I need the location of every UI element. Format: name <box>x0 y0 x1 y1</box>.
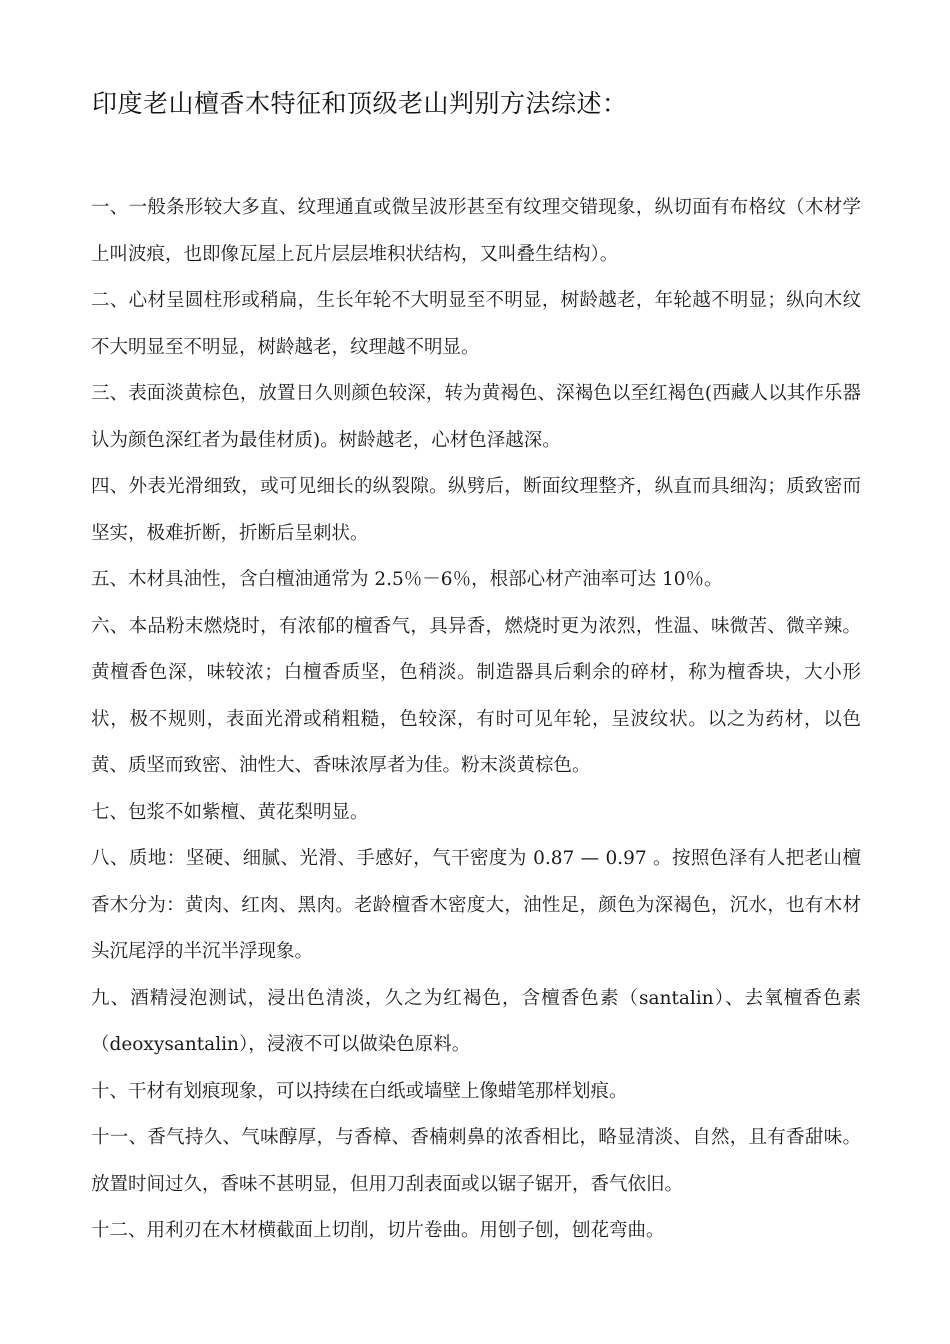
paragraph-8: 八、质地：坚硬、细腻、光滑、手感好，气干密度为 0.87 — 0.97 。按照色泽有人把老山檀香木分为：黄肉、红肉、黑肉。老龄檀香木密度大，油性足，颜色为深褐色，沉水，也有木材头沉尾浮的半沉半浮现象。 <box>91 848 861 962</box>
document-title: 印度老山檀香木特征和顶级老山判别方法综述： <box>92 89 628 118</box>
paragraph-10: 十、干材有划痕现象，可以持续在白纸或墙壁上像蜡笔那样划痕。 <box>91 1080 628 1102</box>
paragraph-2: 二、心材呈圆柱形或稍扁，生长年轮不大明显至不明显，树龄越老，年轮越不明显；纵向木纹不大明显至不明显，树龄越老，纹理越不明显。 <box>91 290 861 358</box>
paragraph-4: 四、外表光滑细致，或可见细长的纵裂隙。纵劈后，断面纹理整齐，纵直而具细沟；质致密而坚实，极难折断，折断后呈刺状。 <box>91 476 861 544</box>
paragraph-6: 六、本品粉末燃烧时，有浓郁的檀香气，具异香，燃烧时更为浓烈，性温、味微苦、微辛辣。黄檀香色深，味较浓；白檀香质坚，色稍淡。制造器具后剩余的碎材，称为檀香块，大小形状，极不规则，表面光滑或稍粗糙，色较深，有时可见年轮，呈波纹状。以之为药材，以色黄、质坚而致密、油性大、香味浓厚者为佳。粉末淡黄棕色。 <box>91 615 861 776</box>
paragraph-11: 十一、香气持久、气味醇厚，与香樟、香楠刺鼻的浓香相比，略显清淡、自然，且有香甜味。放置时间过久，香味不甚明显，但用刀刮表面或以锯子锯开，香气依旧。 <box>91 1127 861 1195</box>
paragraph-9: 九、酒精浸泡测试，浸出色清淡，久之为红褐色，含檀香色素（santalin）、去氧檀香色素（deoxysantalin），浸液不可以做染色原料。 <box>91 987 861 1055</box>
document-body <box>91 185 861 1255</box>
paragraph-3: 三、表面淡黄棕色，放置日久则颜色较深，转为黄褐色、深褐色以至红褐色(西藏人以其作乐器认为颜色深红者为最佳材质)。树龄越老，心材色泽越深。 <box>91 383 861 451</box>
paragraph-7: 七、包浆不如紫檀、黄花梨明显。 <box>91 801 369 823</box>
paragraph-5: 五、木材具油性，含白檀油通常为 2.5％－6％，根部心材产油率可达 10％。 <box>91 569 723 590</box>
paragraph-12: 十二、用利刃在木材横截面上切削，切片卷曲。用刨子刨，刨花弯曲。 <box>91 1220 665 1241</box>
paragraph-1: 一、一般条形较大多直、纹理通直或微呈波形甚至有纹理交错现象，纵切面有布格纹（木材学上叫波痕，也即像瓦屋上瓦片层层堆积状结构，又叫叠生结构）。 <box>91 197 861 265</box>
